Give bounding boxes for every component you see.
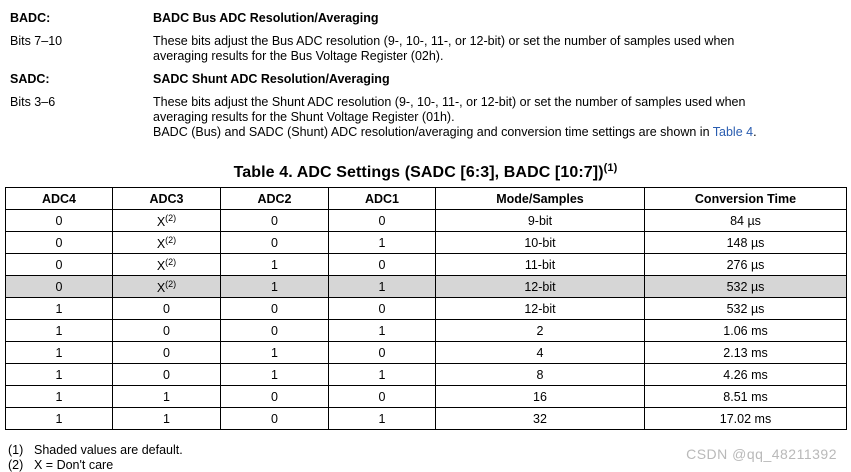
cell-conversion-time-value: 1.06 ms bbox=[723, 323, 768, 338]
cell-adc4-value: 1 bbox=[55, 345, 63, 360]
table-row bbox=[6, 210, 847, 232]
header-adc2: ADC2 bbox=[221, 188, 329, 210]
cell-adc4 bbox=[6, 210, 113, 232]
cell-adc1-value: 0 bbox=[378, 345, 386, 360]
cell-adc3 bbox=[113, 298, 221, 320]
cell-adc2 bbox=[221, 364, 329, 386]
sadc-description bbox=[153, 95, 840, 140]
cell-conversion-time-value: 148 µs bbox=[726, 235, 765, 250]
cell-adc4-value: 1 bbox=[55, 367, 63, 382]
cell-adc1-value: 0 bbox=[378, 213, 386, 228]
cell-conversion-time bbox=[645, 276, 847, 298]
cell-adc4-value: 0 bbox=[55, 257, 63, 272]
table-row bbox=[6, 320, 847, 342]
cell-mode-samples bbox=[436, 298, 645, 320]
header-adc4: ADC4 bbox=[6, 188, 113, 210]
table-title-footnote-ref: (1) bbox=[603, 162, 618, 174]
cell-adc1 bbox=[329, 408, 436, 430]
cell-adc4 bbox=[6, 232, 113, 254]
cell-adc3-value: X bbox=[156, 236, 166, 251]
cell-adc2-value: 1 bbox=[271, 279, 278, 294]
cell-adc4 bbox=[6, 276, 113, 298]
cell-adc1 bbox=[329, 342, 436, 364]
cell-mode-samples-value: 12-bit bbox=[524, 279, 556, 294]
table-header-row bbox=[6, 188, 847, 210]
cell-adc2 bbox=[221, 342, 329, 364]
cell-adc3-value: 0 bbox=[163, 301, 170, 316]
cell-adc2 bbox=[221, 386, 329, 408]
cell-conversion-time-value: 532 µs bbox=[726, 279, 765, 294]
header-mode-samples: Mode/Samples bbox=[436, 188, 645, 210]
table-row bbox=[6, 254, 847, 276]
cell-conversion-time bbox=[645, 386, 847, 408]
cell-adc3-value: X bbox=[156, 214, 166, 229]
table-row bbox=[6, 232, 847, 254]
cell-adc1 bbox=[329, 320, 436, 342]
header-conversion-time: Conversion Time bbox=[645, 188, 847, 210]
cell-conversion-time bbox=[645, 298, 847, 320]
cell-mode-samples bbox=[436, 342, 645, 364]
cell-conversion-time bbox=[645, 210, 847, 232]
cell-mode-samples bbox=[436, 364, 645, 386]
sadc-bits: Bits 3–6 bbox=[10, 95, 56, 109]
cell-adc4-value: 0 bbox=[55, 213, 63, 228]
cell-adc2-value: 0 bbox=[271, 213, 278, 228]
settings-note-period: . bbox=[753, 125, 757, 139]
footnote-2 bbox=[8, 458, 183, 472]
cell-adc4 bbox=[6, 408, 113, 430]
cell-conversion-time-value: 8.51 ms bbox=[723, 389, 768, 404]
cell-adc3-value: 0 bbox=[163, 367, 170, 382]
cell-adc1 bbox=[329, 364, 436, 386]
cell-mode-samples bbox=[436, 386, 645, 408]
cell-adc1 bbox=[329, 254, 436, 276]
cell-mode-samples-value: 9-bit bbox=[527, 213, 553, 228]
cell-adc2 bbox=[221, 276, 329, 298]
cell-adc2-value: 0 bbox=[271, 323, 278, 338]
cell-adc1-value: 0 bbox=[378, 301, 386, 316]
cell-adc4 bbox=[6, 254, 113, 276]
cell-adc3 bbox=[113, 386, 221, 408]
cell-adc2 bbox=[221, 232, 329, 254]
cell-adc4 bbox=[6, 386, 113, 408]
cell-adc1-value: 1 bbox=[378, 279, 386, 294]
cell-adc1 bbox=[329, 386, 436, 408]
badc-bits-row bbox=[10, 34, 840, 64]
csdn-watermark: CSDN @qq_48211392 bbox=[686, 446, 837, 462]
dont-care-footnote-ref: (2) bbox=[165, 234, 177, 245]
cell-adc3 bbox=[113, 232, 221, 254]
cell-adc2 bbox=[221, 298, 329, 320]
cell-conversion-time bbox=[645, 342, 847, 364]
table-row bbox=[6, 342, 847, 364]
cell-adc4 bbox=[6, 320, 113, 342]
cell-conversion-time bbox=[645, 232, 847, 254]
cell-conversion-time-value: 84 µs bbox=[730, 213, 761, 228]
cell-adc1 bbox=[329, 232, 436, 254]
cell-mode-samples-value: 4 bbox=[536, 345, 544, 360]
sadc-heading-row bbox=[10, 72, 840, 87]
cell-adc2 bbox=[221, 254, 329, 276]
table-body bbox=[6, 210, 847, 430]
cell-conversion-time bbox=[645, 254, 847, 276]
cell-conversion-time-value: 4.26 ms bbox=[723, 367, 768, 382]
settings-note-text: BADC (Bus) and SADC (Shunt) ADC resolution/averaging and conversion time settings are shown in bbox=[153, 125, 713, 139]
cell-adc1-value: 0 bbox=[378, 389, 386, 404]
badc-heading-row bbox=[10, 11, 840, 26]
cell-adc2-value: 1 bbox=[271, 367, 278, 382]
cell-adc3 bbox=[113, 210, 221, 232]
cell-adc3 bbox=[113, 276, 221, 298]
table-row bbox=[6, 386, 847, 408]
cell-adc4 bbox=[6, 298, 113, 320]
cell-adc2-value: 0 bbox=[271, 301, 278, 316]
badc-description bbox=[153, 34, 840, 64]
cell-adc2 bbox=[221, 408, 329, 430]
cell-mode-samples bbox=[436, 408, 645, 430]
table-row bbox=[6, 276, 847, 298]
cell-adc4-value: 0 bbox=[55, 235, 63, 250]
cell-mode-samples bbox=[436, 320, 645, 342]
cell-adc3 bbox=[113, 342, 221, 364]
cell-conversion-time bbox=[645, 408, 847, 430]
footnote-1-number: (1) bbox=[8, 443, 24, 457]
cell-adc1 bbox=[329, 210, 436, 232]
adc-settings-table bbox=[5, 187, 847, 430]
cell-adc3-value: 1 bbox=[163, 411, 170, 426]
cell-adc3-value: 1 bbox=[163, 389, 170, 404]
cell-adc3-value: X bbox=[156, 258, 166, 273]
cell-adc4-value: 1 bbox=[55, 411, 63, 426]
sadc-description-line-2: averaging results for the Shunt Voltage Register (01h). bbox=[153, 110, 455, 124]
cell-mode-samples-value: 32 bbox=[533, 411, 547, 426]
cell-adc3 bbox=[113, 254, 221, 276]
cell-mode-samples bbox=[436, 232, 645, 254]
table-row bbox=[6, 364, 847, 386]
cell-mode-samples bbox=[436, 210, 645, 232]
cell-adc4-value: 1 bbox=[55, 323, 63, 338]
cell-adc1-value: 1 bbox=[378, 235, 386, 250]
cell-conversion-time-value: 532 µs bbox=[726, 301, 765, 316]
cell-mode-samples-value: 11-bit bbox=[524, 257, 556, 272]
cell-adc3 bbox=[113, 408, 221, 430]
cell-conversion-time bbox=[645, 364, 847, 386]
sadc-bits-row bbox=[10, 95, 840, 140]
badc-bits: Bits 7–10 bbox=[10, 34, 63, 48]
cell-mode-samples-value: 2 bbox=[536, 323, 544, 338]
cell-adc2-value: 0 bbox=[271, 235, 278, 250]
register-definitions bbox=[10, 11, 840, 140]
cell-adc4-value: 1 bbox=[55, 301, 63, 316]
dont-care-footnote-ref: (2) bbox=[165, 256, 177, 267]
cell-adc4 bbox=[6, 364, 113, 386]
cell-adc4 bbox=[6, 342, 113, 364]
cell-adc1 bbox=[329, 298, 436, 320]
cell-mode-samples-value: 10-bit bbox=[524, 235, 556, 250]
cell-adc2 bbox=[221, 320, 329, 342]
footnote-1-text: Shaded values are default. bbox=[34, 443, 183, 457]
cell-mode-samples bbox=[436, 276, 645, 298]
cell-adc1-value: 0 bbox=[378, 257, 386, 272]
table-title bbox=[0, 162, 851, 182]
cell-adc4-value: 1 bbox=[55, 389, 63, 404]
footnotes bbox=[8, 443, 183, 472]
cell-conversion-time-value: 2.13 ms bbox=[723, 345, 768, 360]
table-row bbox=[6, 298, 847, 320]
badc-description-line-1: These bits adjust the Bus ADC resolution (9-, 10-, 11-, or 12-bit) or set the number of samples used when bbox=[153, 34, 735, 48]
cell-adc3-value: X bbox=[156, 280, 166, 295]
cell-adc1-value: 1 bbox=[378, 323, 386, 338]
sadc-title: SADC Shunt ADC Resolution/Averaging bbox=[153, 72, 390, 86]
cell-conversion-time bbox=[645, 320, 847, 342]
cell-mode-samples bbox=[436, 254, 645, 276]
cell-conversion-time-value: 276 µs bbox=[726, 257, 765, 272]
cell-adc2-value: 1 bbox=[271, 345, 278, 360]
table-4-link[interactable]: Table 4 bbox=[712, 125, 754, 139]
dont-care-footnote-ref: (2) bbox=[165, 212, 177, 223]
footnote-2-number: (2) bbox=[8, 457, 24, 472]
cell-adc1-value: 1 bbox=[378, 367, 386, 382]
cell-adc3-value: 0 bbox=[163, 323, 170, 338]
cell-adc2-value: 0 bbox=[271, 389, 278, 404]
dont-care-footnote-ref: (2) bbox=[165, 278, 177, 289]
cell-adc3 bbox=[113, 364, 221, 386]
badc-description-line-2: averaging results for the Bus Voltage Register (02h). bbox=[153, 49, 444, 63]
cell-adc2-value: 1 bbox=[271, 257, 278, 272]
table-title-text: Table 4. ADC Settings (SADC [6:3], BADC [10:7]) bbox=[233, 164, 604, 181]
cell-adc2-value: 0 bbox=[271, 411, 278, 426]
badc-title: BADC Bus ADC Resolution/Averaging bbox=[153, 11, 379, 25]
cell-adc2 bbox=[221, 210, 329, 232]
cell-mode-samples-value: 12-bit bbox=[524, 301, 556, 316]
cell-mode-samples-value: 16 bbox=[533, 389, 547, 404]
cell-mode-samples-value: 8 bbox=[536, 367, 544, 382]
header-adc1: ADC1 bbox=[329, 188, 436, 210]
settings-note bbox=[153, 125, 840, 140]
cell-adc3-value: 0 bbox=[163, 345, 170, 360]
cell-adc3 bbox=[113, 320, 221, 342]
footnote-1 bbox=[8, 443, 183, 458]
footnote-2-text: X = Don't care bbox=[34, 457, 114, 472]
badc-term: BADC: bbox=[10, 11, 51, 25]
table-row bbox=[6, 408, 847, 430]
cell-adc4-value: 0 bbox=[55, 279, 63, 294]
sadc-term: SADC: bbox=[10, 72, 50, 86]
cell-adc1 bbox=[329, 276, 436, 298]
cell-conversion-time-value: 17.02 ms bbox=[719, 411, 772, 426]
sadc-description-line-1: These bits adjust the Shunt ADC resolution (9-, 10-, 11-, or 12-bit) or set the number of samples used when bbox=[153, 95, 746, 109]
header-adc3: ADC3 bbox=[113, 188, 221, 210]
cell-adc1-value: 1 bbox=[378, 411, 386, 426]
